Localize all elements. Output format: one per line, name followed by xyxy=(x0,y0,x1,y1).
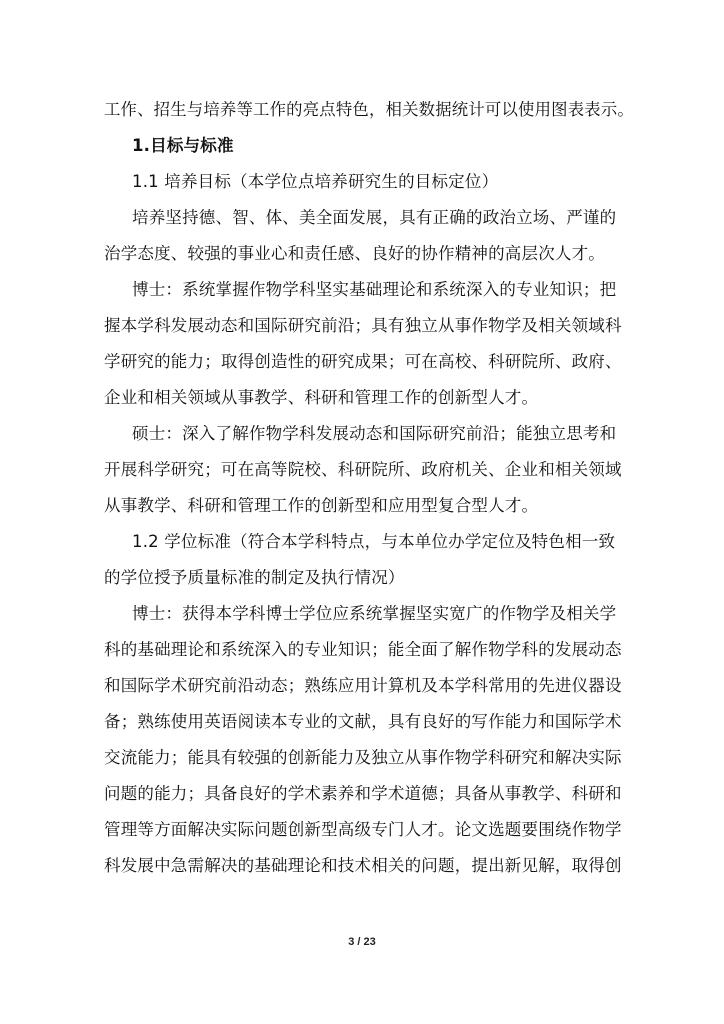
document-body xyxy=(104,92,634,884)
paragraph-line: 培养坚持德、智、体、美全面发展，具有正确的政治立场、严谨的 xyxy=(132,208,617,227)
paragraph-line: 交流能力；能具有较强的创新能力及独立从事作物学科研究和解决实际 xyxy=(104,748,622,767)
paragraph-line: 开展科学研究；可在高等院校、科研院所、政府机关、企业和相关领域 xyxy=(104,460,622,479)
paragraph-line: 握本学科发展动态和国际研究前沿；具有独立从事作物学及相关领域科 xyxy=(104,316,622,335)
paragraph-line: 工作、招生与培养等工作的亮点特色，相关数据统计可以使用图表表示。 xyxy=(104,100,634,119)
page-number: 3 / 23 xyxy=(348,936,376,948)
paragraph-line: 学研究的能力；取得创造性的研究成果；可在高校、科研院所、政府、 xyxy=(104,352,622,371)
paragraph-line: 的学位授予质量标准的制定及执行情况） xyxy=(104,568,405,587)
paragraph-line: 问题的能力；具备良好的学术素养和学术道德；具备从事教学、科研和 xyxy=(104,784,622,803)
paragraph-line: 治学态度、较强的事业心和责任感、良好的协作精神的高层次人才。 xyxy=(104,244,605,263)
paragraph-line-masters: 硕士：深入了解作物学科发展动态和国际研究前沿；能独立思考和 xyxy=(132,424,617,443)
subsection-heading-training-goals: 1.1 培养目标（本学位点培养研究生的目标定位） xyxy=(132,172,499,191)
paragraph-line: 企业和相关领域从事教学、科研和管理工作的创新型人才。 xyxy=(104,388,539,407)
paragraph-line: 从事教学、科研和管理工作的创新型和应用型复合型人才。 xyxy=(104,496,539,515)
paragraph-line: 管理等方面解决实际问题创新型高级专门人才。论文选题要围绕作物学 xyxy=(104,820,622,839)
paragraph-line: 和国际学术研究前沿动态；熟练应用计算机及本学科常用的先进仪器设 xyxy=(104,676,622,695)
subsection-heading-degree-standards: 1.2 学位标准（符合本学科特点，与本单位办学定位及特色相一致 xyxy=(132,532,616,551)
paragraph-line: 备；熟练使用英语阅读本专业的文献，具有良好的写作能力和国际学术 xyxy=(104,712,622,731)
section-heading-goals-standards: 1.目标与标准 xyxy=(132,136,234,155)
paragraph-line: 科的基础理论和系统深入的专业知识；能全面了解作物学科的发展动态 xyxy=(104,640,622,659)
paragraph-line-doctoral: 博士：系统掌握作物学科坚实基础理论和系统深入的专业知识；把 xyxy=(132,280,617,299)
paragraph-line-doctoral-standards: 博士：获得本学科博士学位应系统掌握坚实宽广的作物学及相关学 xyxy=(132,604,617,623)
paragraph-line: 科发展中急需解决的基础理论和技术相关的问题，提出新见解，取得创 xyxy=(104,856,622,875)
